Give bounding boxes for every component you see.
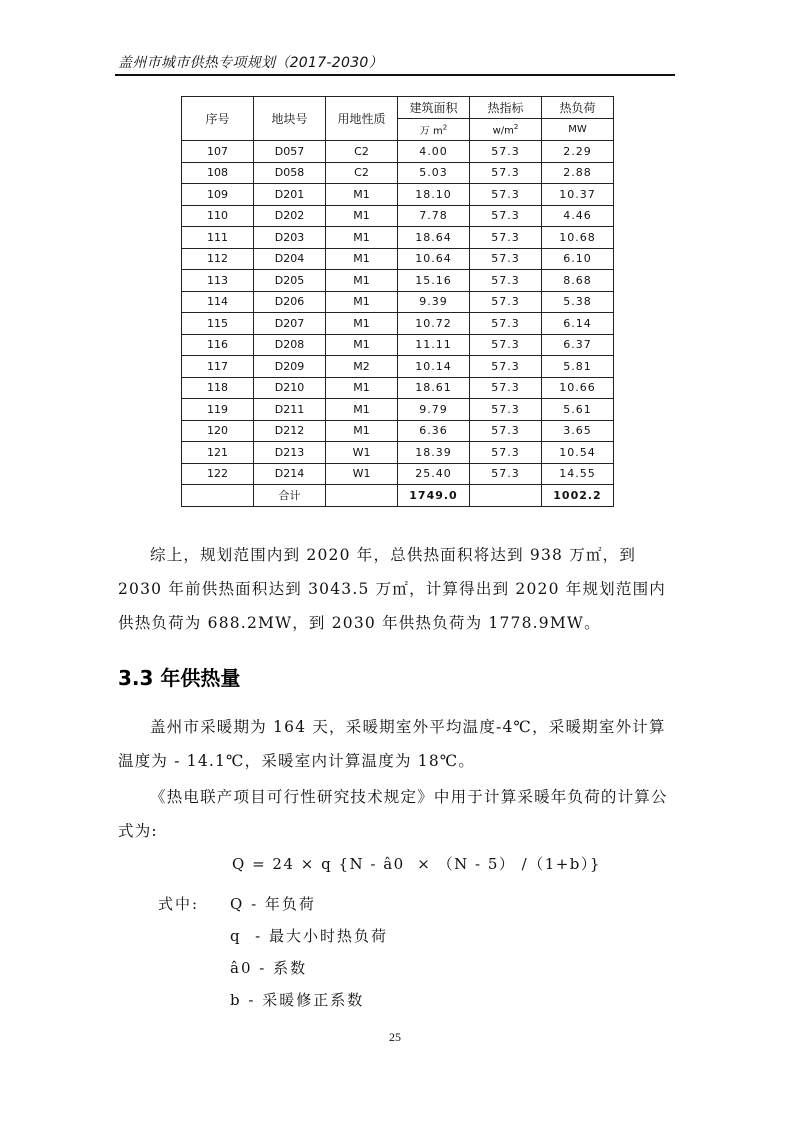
cell-area: 4.00 xyxy=(398,141,470,163)
formula-variable-item: â0 - 系数 xyxy=(230,959,308,977)
total-seq-cell xyxy=(182,485,254,507)
cell-seq: 113 xyxy=(182,270,254,292)
cell-plot: D206 xyxy=(254,291,326,313)
table-row xyxy=(182,162,614,184)
table-row xyxy=(182,184,614,206)
cell-land-use: C2 xyxy=(326,162,398,184)
cell-seq: 109 xyxy=(182,184,254,206)
summary-paragraph: 综上，规划范围内到 2020 年，总供热面积将达到 938 万㎡，到 2030 年前供热面积达到 3043.5 万㎡，计算得出到 2020 年规划范围内供热负荷为 688.2MW，到 2030 年供热负荷为 1778.9MW。 xyxy=(118,546,666,632)
cell-heat-load: 6.14 xyxy=(542,313,614,335)
heating-period-paragraph: 盖州市采暖期为 164 天，采暖期室外平均温度-4℃，采暖期室外计算温度为 - 14.1℃，采暖室内计算温度为 18℃。 xyxy=(118,718,666,770)
total-use-cell xyxy=(326,485,398,507)
cell-seq: 116 xyxy=(182,334,254,356)
unit-index xyxy=(470,119,542,141)
cell-seq: 107 xyxy=(182,141,254,163)
cell-heat-index: 57.3 xyxy=(470,270,542,292)
cell-heat-load: 14.55 xyxy=(542,463,614,485)
cell-heat-index: 57.3 xyxy=(470,420,542,442)
cell-heat-index: 57.3 xyxy=(470,227,542,249)
cell-area: 11.11 xyxy=(398,334,470,356)
cell-land-use: M1 xyxy=(326,399,398,421)
cell-land-use: W1 xyxy=(326,463,398,485)
cell-plot: D057 xyxy=(254,141,326,163)
cell-area: 18.39 xyxy=(398,442,470,464)
table-row xyxy=(182,270,614,292)
cell-seq: 110 xyxy=(182,205,254,227)
total-load: 1002.2 xyxy=(542,485,614,507)
unit-area xyxy=(398,119,470,141)
cell-land-use: M1 xyxy=(326,184,398,206)
cell-land-use: M1 xyxy=(326,334,398,356)
cell-seq: 122 xyxy=(182,463,254,485)
cell-plot: D211 xyxy=(254,399,326,421)
table-row xyxy=(182,442,614,464)
cell-plot: D209 xyxy=(254,356,326,378)
cell-plot: D205 xyxy=(254,270,326,292)
cell-land-use: W1 xyxy=(326,442,398,464)
cell-seq: 108 xyxy=(182,162,254,184)
cell-heat-index: 57.3 xyxy=(470,313,542,335)
table-row xyxy=(182,463,614,485)
cell-heat-load: 5.61 xyxy=(542,399,614,421)
cell-plot: D212 xyxy=(254,420,326,442)
cell-area: 7.78 xyxy=(398,205,470,227)
cell-area: 18.61 xyxy=(398,377,470,399)
column-header-load: 热负荷 xyxy=(542,97,614,119)
column-header-plot: 地块号 xyxy=(254,97,326,141)
table-row xyxy=(182,227,614,249)
cell-heat-load: 2.29 xyxy=(542,141,614,163)
cell-heat-load: 6.37 xyxy=(542,334,614,356)
cell-heat-index: 57.3 xyxy=(470,399,542,421)
header-divider xyxy=(115,74,675,76)
cell-heat-index: 57.3 xyxy=(470,141,542,163)
column-header-land-use: 用地性质 xyxy=(326,97,398,141)
table-header-row xyxy=(182,97,614,119)
cell-heat-load: 10.66 xyxy=(542,377,614,399)
cell-heat-load: 5.38 xyxy=(542,291,614,313)
cell-plot: D058 xyxy=(254,162,326,184)
column-header-area: 建筑面积 xyxy=(398,97,470,119)
column-header-index: 热指标 xyxy=(470,97,542,119)
cell-area: 18.10 xyxy=(398,184,470,206)
cell-heat-index: 57.3 xyxy=(470,205,542,227)
unit-index-sup: 2 xyxy=(513,122,519,131)
table-row xyxy=(182,420,614,442)
heat-load-table xyxy=(181,96,614,507)
cell-seq: 117 xyxy=(182,356,254,378)
cell-area: 6.36 xyxy=(398,420,470,442)
cell-heat-index: 57.3 xyxy=(470,291,542,313)
cell-seq: 120 xyxy=(182,420,254,442)
total-label: 合计 xyxy=(254,485,326,507)
cell-heat-index: 57.3 xyxy=(470,463,542,485)
cell-plot: D203 xyxy=(254,227,326,249)
cell-plot: D208 xyxy=(254,334,326,356)
cell-heat-load: 10.54 xyxy=(542,442,614,464)
table-row xyxy=(182,334,614,356)
cell-area: 25.40 xyxy=(398,463,470,485)
cell-heat-load: 4.46 xyxy=(542,205,614,227)
cell-heat-index: 57.3 xyxy=(470,356,542,378)
cell-heat-index: 57.3 xyxy=(470,442,542,464)
cell-seq: 111 xyxy=(182,227,254,249)
formula-variable-item: b - 采暖修正系数 xyxy=(230,991,365,1009)
cell-plot: D207 xyxy=(254,313,326,335)
cell-land-use: M1 xyxy=(326,227,398,249)
column-header-seq: 序号 xyxy=(182,97,254,141)
cell-heat-load: 3.65 xyxy=(542,420,614,442)
cell-area: 9.79 xyxy=(398,399,470,421)
cell-seq: 118 xyxy=(182,377,254,399)
cell-plot: D204 xyxy=(254,248,326,270)
cell-seq: 119 xyxy=(182,399,254,421)
cell-area: 10.14 xyxy=(398,356,470,378)
total-index-cell xyxy=(470,485,542,507)
unit-area-sup: 2 xyxy=(442,123,448,132)
table-row xyxy=(182,313,614,335)
cell-area: 9.39 xyxy=(398,291,470,313)
table-row xyxy=(182,399,614,421)
table-row xyxy=(182,205,614,227)
table-row xyxy=(182,141,614,163)
cell-heat-load: 6.10 xyxy=(542,248,614,270)
cell-land-use: M1 xyxy=(326,205,398,227)
table-row xyxy=(182,248,614,270)
cell-area: 5.03 xyxy=(398,162,470,184)
cell-seq: 115 xyxy=(182,313,254,335)
cell-heat-index: 57.3 xyxy=(470,377,542,399)
table-row xyxy=(182,356,614,378)
table-total-row xyxy=(182,485,614,507)
section-heading: 3.3 年供热量 xyxy=(118,666,241,690)
table-row xyxy=(182,377,614,399)
cell-land-use: M1 xyxy=(326,313,398,335)
cell-heat-index: 57.3 xyxy=(470,248,542,270)
cell-land-use: M1 xyxy=(326,420,398,442)
cell-area: 18.64 xyxy=(398,227,470,249)
cell-seq: 112 xyxy=(182,248,254,270)
cell-land-use: C2 xyxy=(326,141,398,163)
cell-land-use: M2 xyxy=(326,356,398,378)
unit-area-text: 万 m xyxy=(419,126,443,137)
table-row xyxy=(182,291,614,313)
cell-land-use: M1 xyxy=(326,270,398,292)
cell-heat-index: 57.3 xyxy=(470,162,542,184)
cell-plot: D213 xyxy=(254,442,326,464)
unit-index-text: w/m xyxy=(492,125,514,137)
cell-area: 10.72 xyxy=(398,313,470,335)
cell-seq: 121 xyxy=(182,442,254,464)
formula-variable-item: q - 最大小时热负荷 xyxy=(230,927,388,945)
table-body xyxy=(182,141,614,485)
cell-heat-index: 57.3 xyxy=(470,184,542,206)
cell-plot: D202 xyxy=(254,205,326,227)
cell-heat-load: 8.68 xyxy=(542,270,614,292)
total-area: 1749.0 xyxy=(398,485,470,507)
cell-plot: D210 xyxy=(254,377,326,399)
cell-area: 10.64 xyxy=(398,248,470,270)
cell-heat-load: 10.68 xyxy=(542,227,614,249)
cell-land-use: M1 xyxy=(326,377,398,399)
unit-load: MW xyxy=(542,119,614,141)
cell-area: 15.16 xyxy=(398,270,470,292)
cell-heat-load: 5.81 xyxy=(542,356,614,378)
annual-load-formula: Q = 24 × q {N - â0 × （N - 5） /（1+b）} xyxy=(232,855,601,873)
cell-heat-load: 2.88 xyxy=(542,162,614,184)
formula-variable-item: Q - 年负荷 xyxy=(230,895,316,913)
cell-heat-load: 10.37 xyxy=(542,184,614,206)
page-number: 25 xyxy=(389,1030,401,1044)
cell-land-use: M1 xyxy=(326,291,398,313)
formula-intro-paragraph: 《热电联产项目可行性研究技术规定》中用于计算采暖年负荷的计算公式为: xyxy=(118,788,668,840)
cell-land-use: M1 xyxy=(326,248,398,270)
cell-seq: 114 xyxy=(182,291,254,313)
cell-plot: D201 xyxy=(254,184,326,206)
cell-heat-index: 57.3 xyxy=(470,334,542,356)
cell-plot: D214 xyxy=(254,463,326,485)
formula-where-label: 式中: xyxy=(158,895,200,913)
document-header-title: 盖州市城市供热专项规划（2017-2030） xyxy=(118,55,383,71)
